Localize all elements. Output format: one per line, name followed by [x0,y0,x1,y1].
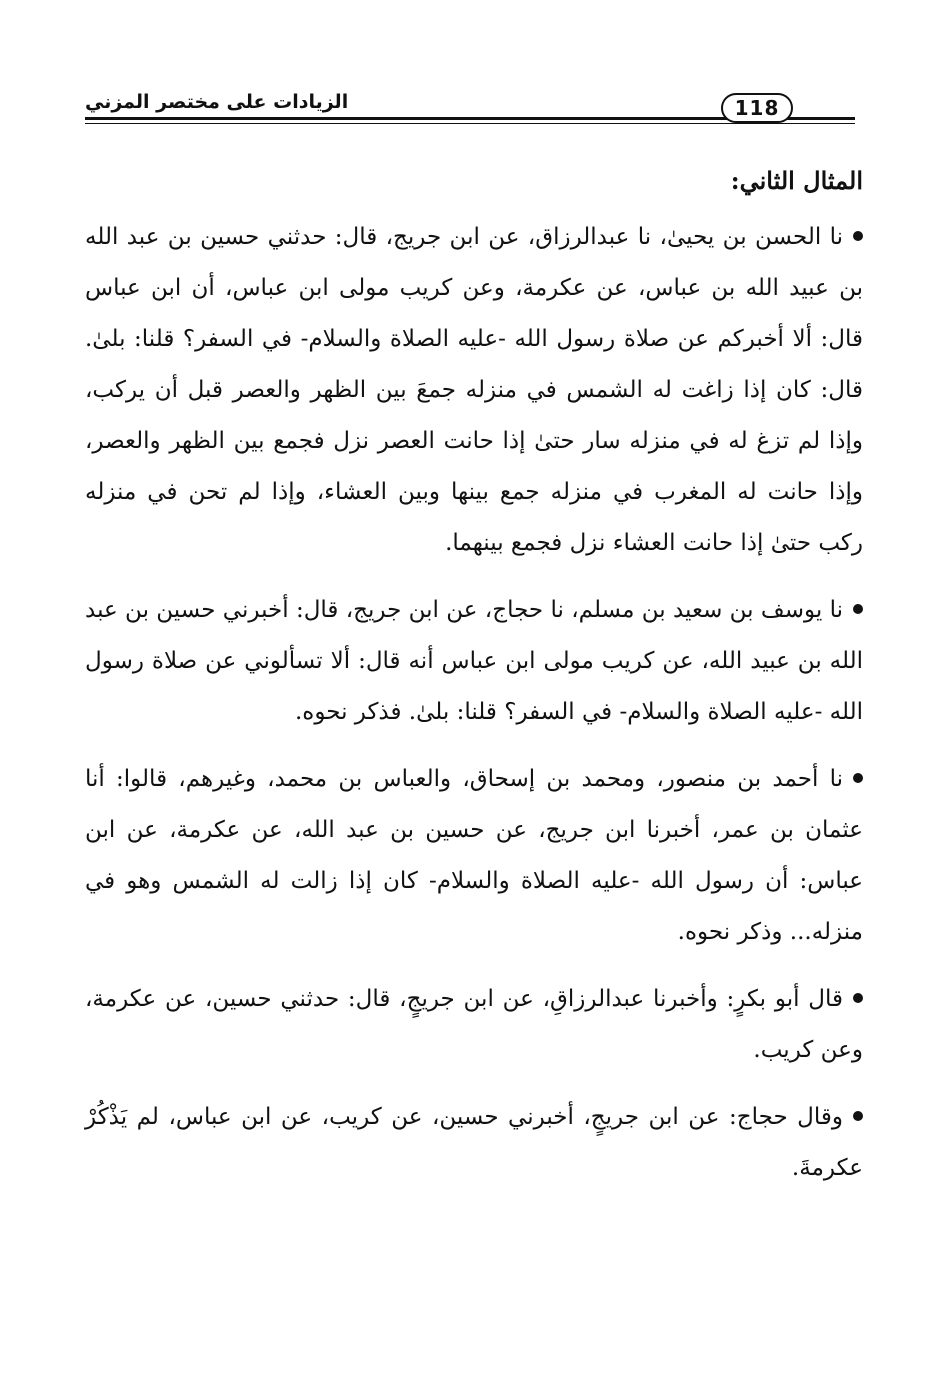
paragraph-text: قال أبو بكرٍ: وأخبرنا عبدالرزاقِ، عن ابن جريجٍ، قال: حدثني حسين، عن عكرمة، وعن كريب. [85,986,863,1063]
bullet-icon [853,993,863,1003]
hadith-paragraph [85,585,863,738]
paragraph-text: نا الحسن بن يحيىٰ، نا عبدالرزاق، عن ابن جريج، قال: حدثني حسين بن عبد الله بن عبيد الله بن عباس، عن عكرمة، وعن كريب مولى ابن عباس، أن ابن عباس قال: ألا أخبركم عن صلاة رسول الله -عليه الصلاة والسلام- في السفر؟ قلنا: بلىٰ. قال: كان إذا زاغت له الشمس في منزله جمعَ بين الظهر والعصر قبل أن يركب، وإذا لم تزغ له في منزله سار حتىٰ إذا حانت العصر نزل فجمع بين الظهر والعصر، وإذا حانت له المغرب في منزله جمع بينها وبين العشاء، وإذا لم تحن في منزله ركب حتىٰ إذا حانت العشاء نزل فجمع بينهما. [85,224,863,556]
bullet-icon [853,604,863,614]
running-title: الزيادات على مختصر المزني [85,91,349,113]
section-heading: المثال الثاني: [730,166,863,195]
bullet-icon [853,1111,863,1121]
paragraph-text: وقال حجاج: عن ابن جريجٍ، أخبرني حسين، عن كريب، عن ابن عباس، لم يَذْكُرْ عكرمةَ. [85,1104,863,1181]
page-number: 118 [721,93,793,123]
hadith-paragraph [85,974,863,1076]
paragraph-text: نا أحمد بن منصور، ومحمد بن إسحاق، والعباس بن محمد، وغيرهم، قالوا: أنا عثمان بن عمر، أخبرنا ابن جريج، عن حسين بن عبد الله، عن عكرمة، عن ابن عباس: أن رسول الله -عليه الصلاة والسلام- كان إذا زالت له الشمس وهو في منزله... وذكر نحوه. [85,766,863,945]
paragraph-text: نا يوسف بن سعيد بن مسلم، نا حجاج، عن ابن جريج، قال: أخبرني حسين بن عبد الله بن عبيد الله، عن كريب مولى ابن عباس أنه قال: ألا تسألوني عن صلاة رسول الله -عليه الصلاة والسلام- في السفر؟ قلنا: بلىٰ. فذكر نحوه. [85,597,863,725]
hadith-paragraph [85,754,863,958]
bullet-icon [853,231,863,241]
page-body [85,158,863,1210]
hadith-paragraph [85,212,863,569]
hadith-paragraph [85,1092,863,1194]
bullet-icon [853,773,863,783]
page-header [85,88,855,128]
header-rule-thin [85,123,855,124]
